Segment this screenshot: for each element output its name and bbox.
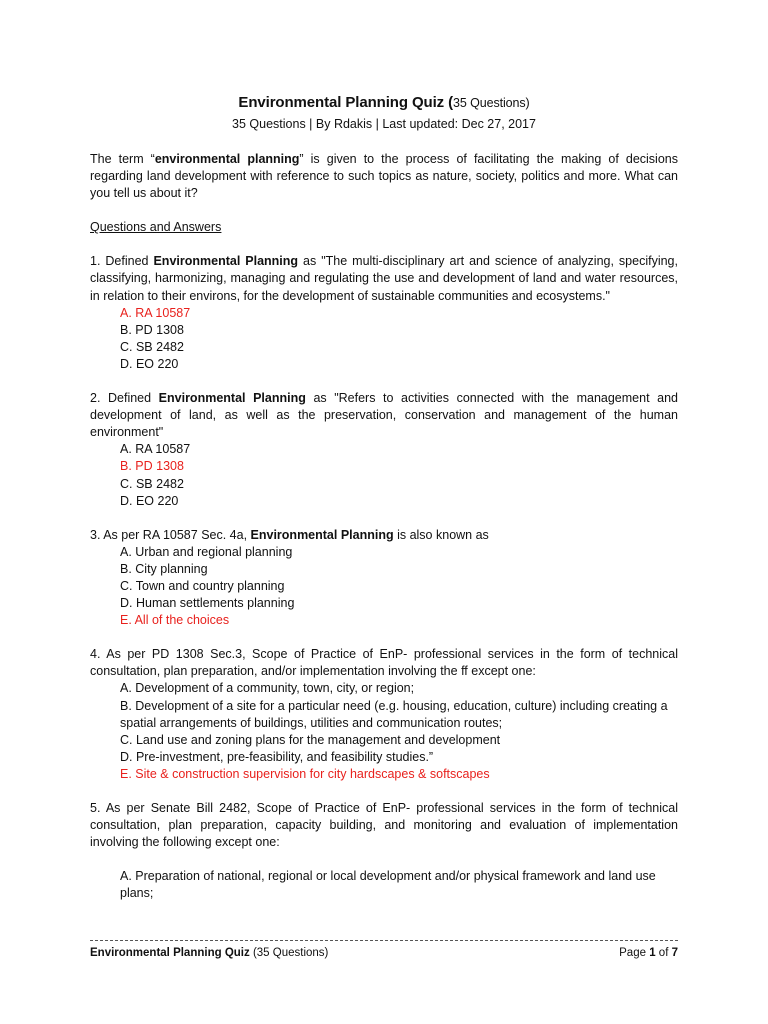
title-bold: Environmental Planning Quiz ( <box>238 94 454 111</box>
answer-options <box>120 441 678 509</box>
answer-option: E. All of the choices <box>120 613 230 628</box>
answer-option: A. RA 10587 <box>120 442 191 457</box>
answer-option: D. EO 220 <box>120 493 179 508</box>
answer-option: B. PD 1308 <box>120 459 184 474</box>
question-2: 2. Defined Environmental Planning as "Refers to activities connected with the management and development of land, as well as the preservation, conservation and management of the human environment" <box>90 391 678 440</box>
answer-option: C. Town and country planning <box>120 578 285 593</box>
question-5: 5. As per Senate Bill 2482, Scope of Practice of EnP- professional services in the form of technical consultation, plan preparation, capacity building, and monitoring and evaluation of implementation involving the following except one: <box>90 801 678 850</box>
document-body <box>90 151 678 919</box>
answer-option: B. City planning <box>120 561 208 576</box>
question-1: 1. Defined Environmental Planning as "The multi-disciplinary art and science of analyzing, specifying, classifying, harmonizing, managing and regulating the use and development of land and water resources, in relation to their environs, for the development of sustainable communities and ecosystems." <box>90 254 678 303</box>
answer-option: A. Preparation of national, regional or local development and/or physical framework and land use plans; <box>120 869 656 901</box>
title-paren: 35 Questions) <box>453 96 530 110</box>
answer-options <box>120 868 678 902</box>
answer-option: D. EO 220 <box>120 356 179 371</box>
answer-option: D. Human settlements planning <box>120 596 295 611</box>
footer-title: Environmental Planning Quiz (35 Questions) <box>90 947 329 959</box>
page-title <box>0 94 768 111</box>
answer-options <box>120 680 678 783</box>
answer-option: E. Site & construction supervision for city hardscapes & softscapes <box>120 766 490 781</box>
page-subtitle: 35 Questions | By Rdakis | Last updated: Dec 27, 2017 <box>232 117 536 131</box>
answer-option: C. SB 2482 <box>120 339 184 354</box>
answer-option: A. Urban and regional planning <box>120 544 293 559</box>
answer-option: D. Pre-investment, pre-feasibility, and feasibility studies.” <box>120 749 434 764</box>
answer-option: B. PD 1308 <box>120 322 184 337</box>
question-4: 4. As per PD 1308 Sec.3, Scope of Practice of EnP- professional services in the form of technical consultation, plan preparation, and/or implementation involving the ff except one: <box>90 647 678 679</box>
section-heading: Questions and Answers <box>90 220 222 235</box>
answer-options <box>120 305 678 373</box>
answer-option: C. Land use and zoning plans for the management and development <box>120 732 501 747</box>
answer-option: B. Development of a site for a particular need (e.g. housing, education, culture) including creating a spatial arrangements of buildings, utilities and communication routes; <box>120 698 668 730</box>
intro-bold-term: environmental planning <box>154 152 300 166</box>
answer-option: A. Development of a community, town, city, or region; <box>120 681 415 696</box>
answer-option: A. RA 10587 <box>120 305 191 320</box>
page-number: Page 1 of 7 <box>619 947 678 959</box>
answer-option: C. SB 2482 <box>120 476 184 491</box>
footer-divider <box>90 940 678 941</box>
intro-paragraph: The term “environmental planning” is given to the process of facilitating the making of decisions regarding land development with reference to such topics as nature, society, politics and more. What can you tell us about it? <box>90 152 678 201</box>
question-3: 3. As per RA 10587 Sec. 4a, Environmental Planning is also known as <box>90 527 489 542</box>
answer-options <box>120 544 678 629</box>
question-list <box>90 253 678 902</box>
